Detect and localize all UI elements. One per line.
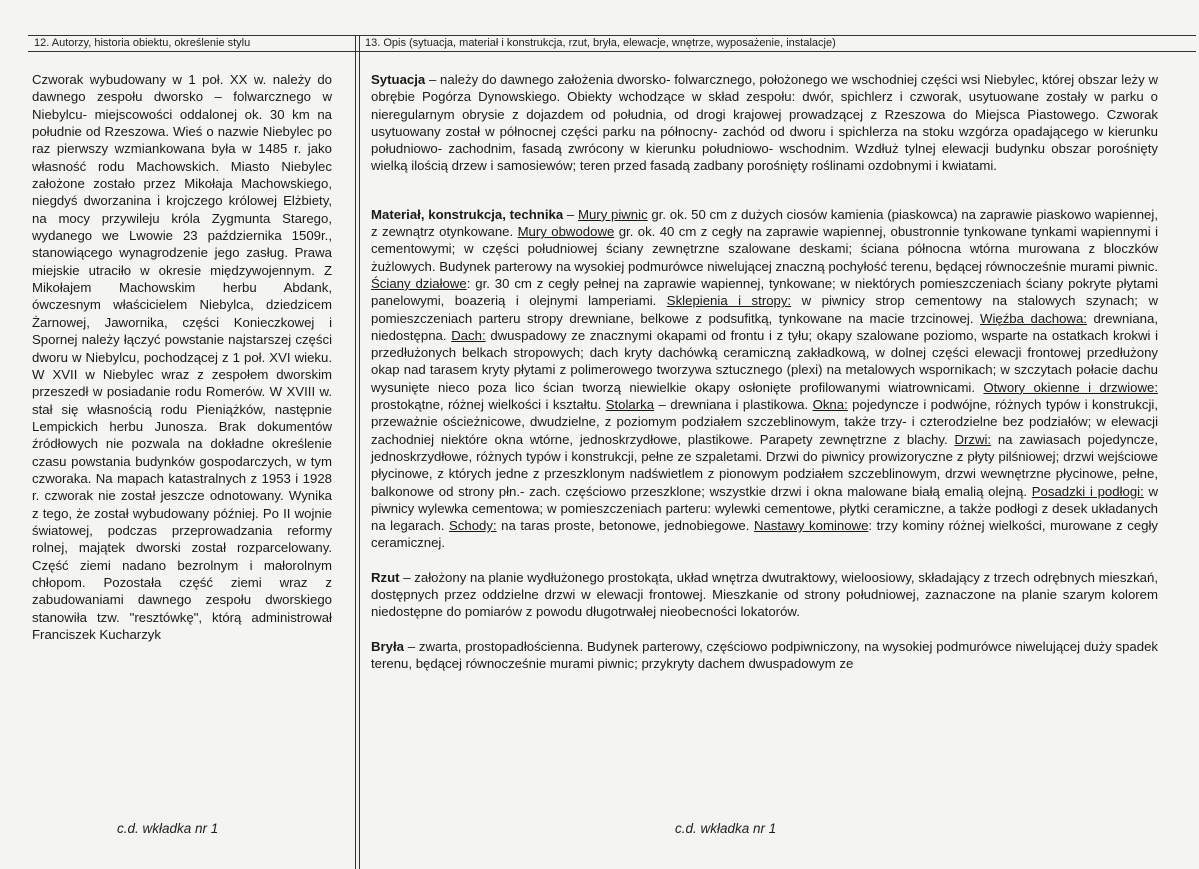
- column-divider-left: [355, 35, 356, 869]
- right-column-header: 13. Opis (sytuacja, materiał i konstrukcja, rzut, bryła, elewacje, wnętrze, wyposażenie, instalacje): [365, 37, 836, 49]
- dach-label: Dach:: [451, 327, 486, 343]
- left-column-header: 12. Autorzy, historia obiektu, określenie stylu: [34, 37, 251, 49]
- mury-piwnic-label: Mury piwnic: [577, 206, 648, 222]
- history-paragraph: Czworak wybudowany w 1 poł. XX w. należy do dawnego zespołu dworsko – folwarcznego w Niebylcu- miejscowości oddalonej ok. 30 km na południe od Rzeszowa. Wieś o nazwie Niebylec po raz pierwszy wzmiankowana była w 1485 r. jako własność rodu Machowskich. Miasto Niebylec założone zostało przez Mikołaja Machowskiego, niegdyś dworzanina i krojczego królowej Elżbiety, na mocy przywileju króla Zygmunta Starego, wydanego we Lwowie 23 października 1509r., stanowiącego wynagrodzenie jego zasług. Prawa miejskie utraciło w okresie międzywojennym. Z Mikołajem Machowskim herbu Abdank, ówczesnym właścicielem Niebylca, dziedzicem Żarnowej, Jawornika, części Konieczkowej i Spornej należy łączyć powstanie najstarszej części dworu w Niebylcu, pochodzącej z 1 poł. XVI wieku. W XVII w Niebylec wraz z zespołem dworskim przeszedł w posiadanie rodu Romerów. W XVIII w. stał się własnością rodu Pieniążków, następnie Lempickich herbu Junosza. Brak dokumentów źródłowych nie pozwala na dokładne określenie czasu powstania budynków gospodarczych, w tym czworaka. Na mapach katastralnych z 1953 i 1928 r. czworak nie został jeszcze odnotowany. Wynika z tego, że został wybudowany później. Po II wojnie światowej, podczas przeprowadzania reformy rolnej, majątek dworski został rozparcelowany. Część ziemi nadano bezrolnym i małorolnym chłopom. Pozostała część ziemi wraz z zabudowaniami dawnego zespołu dworskiego stanowiła tzw. "resztówkę", którą administrował Franciszek Kucharzyk: [32, 72, 332, 642]
- nastawy-label: Nastawy kominowe: [753, 518, 869, 534]
- drzwi-text: na zawiasach pojedyncze, jednoskrzydłowe, różnych typów i konstrukcji, pełne ze szpaletami. Drzwi do piwnicy prowizoryczne z płyty pilśniowej; drzwi wejściowe płycinowe, z których jedne z przeszklonym nadświetlem z pionowym podziałem szczeblinowym, drzwi wewnętrzne płycinowe, pełne, balkonowe od strony płn.- zach. częściowo przeszklone; wszystkie drzwi i okna malowane białą emalią olejną.: [371, 431, 1158, 499]
- history-text-block: [32, 71, 332, 643]
- column-divider-right: [359, 35, 360, 869]
- right-continuation-note: c.d. wkładka nr 1: [675, 821, 777, 836]
- dach-text: dwuspadowy ze znacznymi okapami od frontu i z tyłu; okapy szalowane poziomo, wsparte na ostatkach krokwi i przedłużonych belkach stropowych; dach kryty dachówką ceramiczną zakładkową, w dolnej części elewacji frontowej przedłużony okap nad tarasem kryty płytami z polimerowego tworzywa sztucznego (plexi) na metalowych wspornikach; w szczytach połacie dachu wysunięte nieco poza lico ścian tworzą niewielkie okapy osłonięte profilowanymi wiatrownicami.: [371, 327, 1158, 395]
- sklepienia-text: w piwnicy strop cementowy na stalowych szynach; w pomieszczeniach parteru stropy drewniane, belkowe z podsufitką, tynkowane na macie trzcinowej.: [371, 293, 1158, 326]
- schody-text: na taras proste, betonowe, jednobiegowe.: [496, 518, 754, 534]
- left-continuation-note: c.d. wkładka nr 1: [117, 821, 219, 836]
- okna-label: Okna:: [812, 397, 848, 413]
- rzut-text: – założony na planie wydłużonego prostokąta, układ wnętrza dwutraktowy, wieloosiowy, składający z trzech odrębnych mieszkań, dostępnych przez oddzielne drzwi w elewacji frontowej. Mieszkanie od strony południowej, zaznaczone na planie szarym kolorem niedostępne do pomiarów z powodu długotrwałej nieobecności lokatorów.: [371, 569, 1158, 620]
- wiezba-text: drewniana, niedostępna.: [371, 310, 1158, 343]
- section-sytuacja: [371, 71, 1158, 175]
- otwory-label: Otwory okienne i drzwiowe:: [983, 379, 1158, 395]
- nastawy-text: : trzy kominy różnej wielkości, murowane z cegły ceramicznej.: [371, 518, 1159, 551]
- sciany-label: Ściany działowe: [371, 275, 467, 291]
- bryla-text: – zwarta, prostopadłościenna. Budynek parterowy, częściowo podpiwniczony, na wysokiej podmurówce niwelującej duży spadek terenu, będącej równocześnie murami piwnic; przykryty dachem dwuspadowym ze: [371, 638, 1158, 671]
- material-intro: –: [563, 206, 578, 222]
- sklepienia-label: Sklepienia i stropy:: [666, 293, 792, 309]
- mury-piwnic-text: gr. ok. 50 cm z dużych ciosów kamienia (piaskowca) na zaprawie piaskowo wapiennej, z zewnątrz otynkowane.: [371, 206, 1158, 240]
- sciany-text: : gr. 30 cm z cegły pełnej na zaprawie wapiennej, tynkowane; w niektórych pomieszczeniach ściany pokryte płytami panelowymi, boazerią i olejnymi lamperiami.: [371, 275, 1159, 309]
- otwory-text: prostokątne, różnej wielkości i kształtu.: [371, 397, 606, 413]
- mury-obwodowe-label: Mury obwodowe: [517, 224, 615, 240]
- rzut-label: Rzut: [371, 569, 400, 585]
- okna-text: pojedyncze i podwójne, różnych typów i konstrukcji, przeważnie ościeżnicowe, dwudzielne, z poziomym podziałem szczeblinowym, także trzy- i czterodzielne bez podziałów; w elewacji zachodniej niektóre okna wtórne, jednoskrzydłowe, plastikowe. Parapety zewnętrzne z blachy.: [371, 397, 1158, 447]
- stolarka-label: Stolarka: [605, 397, 655, 413]
- section-rzut: [371, 569, 1158, 621]
- mury-obwodowe-text: gr. ok. 40 cm z cegły na zaprawie wapiennej, obustronnie tynkowane tynkami wapiennymi i cementowymi; w części południowej ściany zewnętrzne szalowane deskami; ściana północna wtórna murowana z bloczków żużlowych. Budynek parterowy na wysokiej podmurówce niwelującej znaczną pochyłość terenu, będącej równocześnie murami piwnic.: [371, 224, 1158, 274]
- section-bryla: [371, 638, 1158, 673]
- sytuacja-text: – należy do dawnego założenia dworsko- folwarcznego, położonego we wschodniej części wsi Niebylec, której obszar leży w obrębie Pogórza Dynowskiego. Obiekty wchodzące w skład zespołu: dwór, spichlerz i czworak, usytuowane zostały w parku o nieregularnym obrysie z dojazdem od południa, od drogi krajowej prowadzącej z Rzeszowa do Miejsca Piastowego. Czworak usytuowany został w północnej części parku na północny- zachód od dworu i spichlerza na stoku wzgórza opadającego w kierunku południowo- zachodnim, fasadą zwrócony w kierunku południowo- wschodnim. Wzdłuż tylnej elewacji budynku obszar porośnięty wielką ilością drzew i samosiewów; teren przed fasadą zadbany porośnięty roślinami ozdobnymi i kwiatami.: [371, 72, 1158, 174]
- posadzki-label: Posadzki i podłogi:: [1031, 483, 1144, 499]
- sytuacja-label: Sytuacja: [371, 72, 426, 87]
- header-bottom-rule: [28, 51, 1196, 52]
- stolarka-text: – drewniana i plastikowa.: [654, 397, 813, 413]
- posadzki-text: w piwnicy wylewka cementowa; w pomieszczeniach parteru: wylewki cementowe, płytki ceramiczne, a także podłogi z desek układanych na legarach.: [371, 483, 1159, 534]
- description-text-block: [371, 71, 1158, 689]
- schody-label: Schody:: [448, 518, 497, 534]
- drzwi-label: Drzwi:: [954, 431, 992, 447]
- section-material: [371, 206, 1158, 552]
- wiezba-label: Więźba dachowa:: [980, 310, 1087, 326]
- bryla-label: Bryła: [371, 638, 404, 654]
- material-label: Materiał, konstrukcja, technika: [371, 206, 564, 222]
